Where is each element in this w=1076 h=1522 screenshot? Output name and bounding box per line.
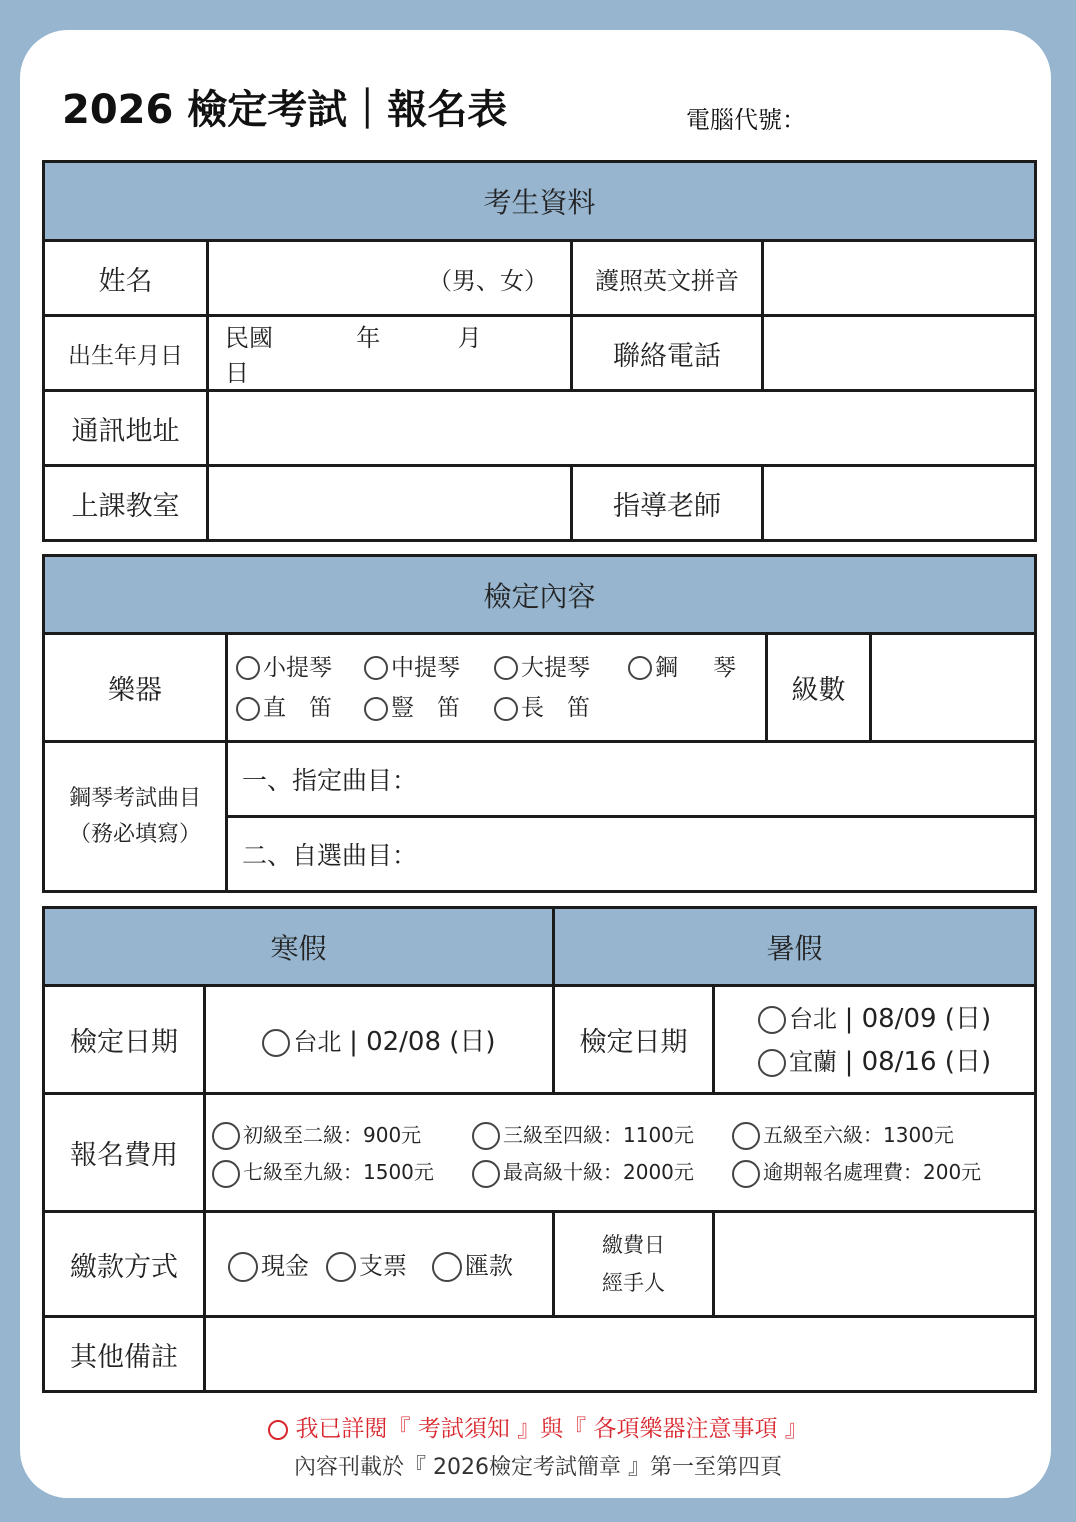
winter-date-label: 檢定日期 (44, 986, 205, 1094)
exam-content-table (42, 554, 1037, 893)
radio-icon (432, 1252, 462, 1282)
confirm-checkbox[interactable] (268, 1420, 288, 1440)
payment-options (205, 1212, 554, 1317)
radio-icon (262, 1029, 290, 1057)
piano-pieces-label: 鋼琴考試曲目 （務必填寫） (44, 742, 227, 892)
radio-icon (732, 1160, 760, 1188)
radio-icon (228, 1252, 258, 1282)
payment-option[interactable]: 支票 (326, 1246, 432, 1282)
birth-year: 年 (356, 324, 381, 352)
schedule-fee-table (42, 906, 1037, 1393)
remarks-field[interactable] (205, 1317, 1036, 1392)
name-label: 姓名 (44, 241, 208, 316)
name-field[interactable] (208, 241, 572, 316)
instrument-label: 樂器 (44, 634, 227, 742)
instrument-row-2 (236, 688, 765, 729)
fee-label: 報名費用 (44, 1094, 205, 1212)
radio-icon (494, 656, 518, 680)
fee-option[interactable]: 五級至六級：1300元 (732, 1117, 954, 1153)
instrument-row-1 (236, 647, 765, 688)
fee-option[interactable]: 逾期報名處理費：200元 (732, 1154, 981, 1190)
summer-date-label: 檢定日期 (554, 986, 714, 1094)
instrument-option[interactable]: 大提琴 (494, 648, 628, 688)
radio-icon (236, 656, 260, 680)
radio-icon (364, 656, 388, 680)
summer-date-options (714, 986, 1036, 1094)
radio-icon (758, 1006, 786, 1034)
radio-icon (472, 1160, 500, 1188)
student-info-table (42, 160, 1037, 542)
fee-option[interactable]: 三級至四級：1100元 (472, 1117, 732, 1153)
birth-label: 出生年月日 (44, 316, 208, 391)
fee-option[interactable]: 初級至二級：900元 (212, 1117, 472, 1153)
page-title: 2026 檢定考試｜報名表 (62, 87, 508, 133)
birth-day: 日 (225, 359, 249, 387)
radio-icon (212, 1160, 240, 1188)
instrument-option[interactable]: 直 笛 (236, 688, 364, 728)
birth-era: 民國 (225, 324, 273, 352)
birth-month: 月 (457, 324, 482, 352)
radio-icon (236, 697, 260, 721)
birth-field[interactable] (208, 316, 572, 391)
classroom-field[interactable] (208, 466, 572, 541)
payment-option[interactable]: 現金 (228, 1246, 326, 1282)
radio-icon (494, 697, 518, 721)
pay-date-handler-field[interactable] (714, 1212, 1036, 1317)
winter-date-option[interactable]: 台北 | 02/08 (日) (262, 1021, 495, 1058)
pay-date-handler-label (554, 1212, 714, 1317)
fee-option[interactable]: 最高級十級：2000元 (472, 1154, 732, 1190)
classroom-label: 上課教室 (44, 466, 208, 541)
exam-content-header: 檢定內容 (44, 556, 1036, 634)
winter-header: 寒假 (44, 908, 554, 986)
summer-header: 暑假 (554, 908, 1036, 986)
instrument-option[interactable]: 中提琴 (364, 648, 494, 688)
confirm-text: 我已詳閱『 考試須知 』與『 各項樂器注意事項 』 (295, 1416, 808, 1442)
handler-label: 經手人 (602, 1271, 666, 1295)
gender-hint: （男、女） (428, 266, 548, 295)
instrument-option[interactable]: 長 笛 (494, 688, 590, 728)
instrument-option[interactable]: 小提琴 (236, 648, 364, 688)
summer-date-option[interactable]: 宜蘭 | 08/16 (日) (758, 1041, 991, 1083)
source-note: 內容刊載於『 2026檢定考試簡章 』第一至第四頁 (294, 1455, 782, 1480)
teacher-field[interactable] (763, 466, 1036, 541)
grade-label: 級數 (767, 634, 871, 742)
pay-date-label: 繳費日 (602, 1233, 666, 1257)
address-field[interactable] (208, 391, 1036, 466)
phone-label: 聯絡電話 (572, 316, 763, 391)
student-info-header: 考生資料 (44, 162, 1036, 241)
remarks-label: 其他備註 (44, 1317, 205, 1392)
free-piece-field[interactable] (227, 817, 1036, 892)
radio-icon (364, 697, 388, 721)
instrument-option[interactable]: 豎 笛 (364, 688, 494, 728)
radio-icon (758, 1049, 786, 1077)
payment-option[interactable]: 匯款 (432, 1246, 513, 1282)
payment-label: 繳款方式 (44, 1212, 205, 1317)
address-label: 通訊地址 (44, 391, 208, 466)
instrument-option[interactable]: 鋼 琴 (628, 648, 742, 688)
grade-field[interactable] (871, 634, 1036, 742)
radio-icon (732, 1122, 760, 1150)
passport-field[interactable] (763, 241, 1036, 316)
teacher-label: 指導老師 (572, 466, 763, 541)
fee-options (205, 1094, 1036, 1212)
computer-code-label: 電腦代號： (686, 106, 806, 134)
radio-icon (326, 1252, 356, 1282)
instrument-options (227, 634, 767, 742)
confirm-note (0, 1410, 1076, 1443)
assigned-piece-label: 一、指定曲目： (242, 766, 418, 795)
radio-icon (472, 1122, 500, 1150)
phone-field[interactable] (763, 316, 1036, 391)
free-piece-label: 二、自選曲目： (242, 841, 418, 870)
radio-icon (628, 656, 652, 680)
assigned-piece-field[interactable] (227, 742, 1036, 817)
winter-date-options (205, 986, 554, 1094)
passport-label: 護照英文拼音 (572, 241, 763, 316)
fee-option[interactable]: 七級至九級：1500元 (212, 1154, 472, 1190)
summer-date-option[interactable]: 台北 | 08/09 (日) (758, 998, 991, 1040)
radio-icon (212, 1122, 240, 1150)
